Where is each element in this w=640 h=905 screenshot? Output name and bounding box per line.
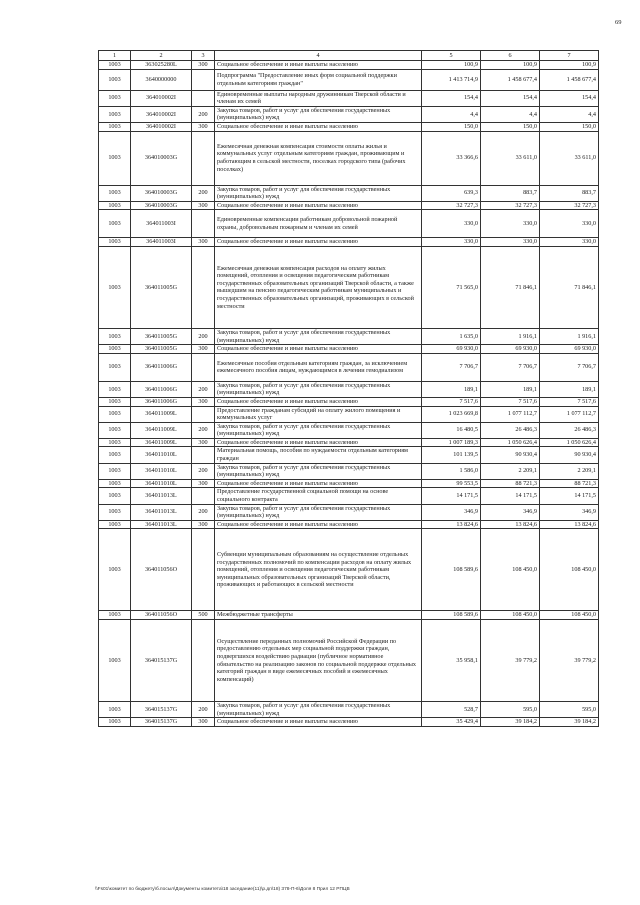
row-target-code: 364011010L bbox=[131, 479, 192, 488]
row-name: Ежемесячная денежная компенсация стоимости оплаты жилья и коммунальных услуг отдельным категориям граждан, проживающим и работающим в сельской местности, поселках городского типа (рабочих поселках) bbox=[215, 131, 422, 185]
row-value-col7: 595,0 bbox=[540, 702, 599, 718]
row-value-col6: 2 209,1 bbox=[481, 463, 540, 479]
row-value-col6: 189,1 bbox=[481, 381, 540, 397]
row-expense-kind: 200 bbox=[192, 463, 215, 479]
row-value-col6: 26 486,3 bbox=[481, 422, 540, 438]
row-value-col6: 71 846,1 bbox=[481, 246, 540, 328]
table-row bbox=[99, 328, 599, 344]
row-value-col5: 330,0 bbox=[422, 238, 481, 247]
row-expense-kind: 300 bbox=[192, 718, 215, 727]
row-section: 1003 bbox=[99, 529, 131, 611]
table-row bbox=[99, 438, 599, 447]
row-value-col5: 108 589,6 bbox=[422, 529, 481, 611]
row-value-col7: 108 450,0 bbox=[540, 529, 599, 611]
row-value-col7: 69 930,0 bbox=[540, 345, 599, 354]
row-section: 1003 bbox=[99, 106, 131, 122]
row-target-code: 364015137G bbox=[131, 718, 192, 727]
row-value-col7: 189,1 bbox=[540, 381, 599, 397]
table-row bbox=[99, 406, 599, 422]
row-section: 1003 bbox=[99, 90, 131, 106]
row-value-col7: 90 930,4 bbox=[540, 447, 599, 463]
table-row bbox=[99, 201, 599, 210]
row-value-col6: 330,0 bbox=[481, 210, 540, 238]
row-expense-kind bbox=[192, 488, 215, 504]
row-name: Ежемесячные пособия отдельным категориям граждан, за исключением ежемесячного пособия лицам, нуждающимся в лечении гемодиализом bbox=[215, 353, 422, 381]
row-target-code: 364010002I bbox=[131, 90, 192, 106]
row-value-col5: 35 429,4 bbox=[422, 718, 481, 727]
row-name: Закупка товаров, работ и услуг для обеспечения государственных (муниципальных) нужд bbox=[215, 185, 422, 201]
row-section: 1003 bbox=[99, 463, 131, 479]
row-value-col5: 1 635,0 bbox=[422, 328, 481, 344]
col-header-7: 7 bbox=[540, 51, 599, 61]
table-row bbox=[99, 238, 599, 247]
row-section: 1003 bbox=[99, 397, 131, 406]
row-name: Социальное обеспечение и иные выплаты населению bbox=[215, 718, 422, 727]
row-expense-kind: 300 bbox=[192, 438, 215, 447]
row-value-col5: 346,9 bbox=[422, 504, 481, 520]
row-target-code: 364011006G bbox=[131, 397, 192, 406]
row-value-col6: 7 706,7 bbox=[481, 353, 540, 381]
row-value-col7: 71 846,1 bbox=[540, 246, 599, 328]
row-expense-kind: 300 bbox=[192, 61, 215, 70]
row-name: Социальное обеспечение и иные выплаты населению bbox=[215, 238, 422, 247]
row-value-col5: 71 565,0 bbox=[422, 246, 481, 328]
col-header-4: 4 bbox=[215, 51, 422, 61]
row-expense-kind bbox=[192, 447, 215, 463]
row-value-col7: 1 050 626,4 bbox=[540, 438, 599, 447]
row-target-code: 364011006G bbox=[131, 353, 192, 381]
row-value-col5: 14 171,5 bbox=[422, 488, 481, 504]
row-section: 1003 bbox=[99, 620, 131, 702]
row-section: 1003 bbox=[99, 406, 131, 422]
row-name: Закупка товаров, работ и услуг для обеспечения государственных (муниципальных) нужд bbox=[215, 702, 422, 718]
row-value-col7: 26 486,3 bbox=[540, 422, 599, 438]
row-value-col6: 108 450,0 bbox=[481, 611, 540, 620]
row-expense-kind: 300 bbox=[192, 201, 215, 210]
row-expense-kind: 200 bbox=[192, 106, 215, 122]
table-row bbox=[99, 210, 599, 238]
row-expense-kind bbox=[192, 90, 215, 106]
row-value-col5: 154,4 bbox=[422, 90, 481, 106]
row-value-col7: 39 779,2 bbox=[540, 620, 599, 702]
row-target-code: 363025280L bbox=[131, 61, 192, 70]
row-value-col6: 100,9 bbox=[481, 61, 540, 70]
row-value-col7: 100,9 bbox=[540, 61, 599, 70]
table-row bbox=[99, 520, 599, 529]
table-row bbox=[99, 702, 599, 718]
row-value-col5: 69 930,0 bbox=[422, 345, 481, 354]
row-value-col6: 14 171,5 bbox=[481, 488, 540, 504]
row-value-col6: 88 721,3 bbox=[481, 479, 540, 488]
row-name: Социальное обеспечение и иные выплаты населению bbox=[215, 520, 422, 529]
row-expense-kind: 500 bbox=[192, 611, 215, 620]
row-value-col6: 90 930,4 bbox=[481, 447, 540, 463]
row-value-col6: 1 458 677,4 bbox=[481, 69, 540, 90]
row-section: 1003 bbox=[99, 328, 131, 344]
row-target-code: 364010003G bbox=[131, 131, 192, 185]
row-name: Социальное обеспечение и иные выплаты населению bbox=[215, 479, 422, 488]
row-value-col5: 528,7 bbox=[422, 702, 481, 718]
table-row bbox=[99, 69, 599, 90]
row-target-code: 364011009L bbox=[131, 438, 192, 447]
row-value-col7: 330,0 bbox=[540, 210, 599, 238]
row-section: 1003 bbox=[99, 210, 131, 238]
row-value-col5: 7 517,6 bbox=[422, 397, 481, 406]
row-value-col7: 32 727,3 bbox=[540, 201, 599, 210]
row-section: 1003 bbox=[99, 422, 131, 438]
row-name: Закупка товаров, работ и услуг для обеспечения государственных (муниципальных) нужд bbox=[215, 422, 422, 438]
row-value-col6: 7 517,6 bbox=[481, 397, 540, 406]
row-name: Закупка товаров, работ и услуг для обеспечения государственных (муниципальных) нужд bbox=[215, 463, 422, 479]
row-value-col6: 69 930,0 bbox=[481, 345, 540, 354]
row-value-col7: 33 611,0 bbox=[540, 131, 599, 185]
row-expense-kind: 200 bbox=[192, 185, 215, 201]
row-name: Закупка товаров, работ и услуг для обеспечения государственных (муниципальных) нужд bbox=[215, 328, 422, 344]
row-name: Социальное обеспечение и иные выплаты населению bbox=[215, 201, 422, 210]
row-expense-kind: 200 bbox=[192, 504, 215, 520]
row-value-col7: 14 171,5 bbox=[540, 488, 599, 504]
row-name: Единовременные выплаты народным дружинникам Тверской области и членам их семей bbox=[215, 90, 422, 106]
row-value-col6: 1 916,1 bbox=[481, 328, 540, 344]
row-expense-kind bbox=[192, 529, 215, 611]
table-row bbox=[99, 61, 599, 70]
row-name: Социальное обеспечение и иные выплаты населению bbox=[215, 397, 422, 406]
table-row bbox=[99, 122, 599, 131]
row-value-col5: 639,3 bbox=[422, 185, 481, 201]
row-expense-kind: 300 bbox=[192, 397, 215, 406]
row-value-col5: 101 139,5 bbox=[422, 447, 481, 463]
row-value-col6: 108 450,0 bbox=[481, 529, 540, 611]
row-value-col5: 189,1 bbox=[422, 381, 481, 397]
row-section: 1003 bbox=[99, 611, 131, 620]
table-row bbox=[99, 463, 599, 479]
row-section: 1003 bbox=[99, 488, 131, 504]
row-name: Предоставление государственной социальной помощи на основе социального контракта bbox=[215, 488, 422, 504]
row-value-col5: 33 366,6 bbox=[422, 131, 481, 185]
header-row bbox=[99, 51, 599, 61]
row-value-col5: 100,9 bbox=[422, 61, 481, 70]
row-section: 1003 bbox=[99, 479, 131, 488]
row-value-col7: 1 916,1 bbox=[540, 328, 599, 344]
table-row bbox=[99, 381, 599, 397]
row-target-code: 364010002I bbox=[131, 122, 192, 131]
row-value-col7: 883,7 bbox=[540, 185, 599, 201]
row-target-code: 364010002I bbox=[131, 106, 192, 122]
row-value-col7: 154,4 bbox=[540, 90, 599, 106]
row-value-col7: 108 450,0 bbox=[540, 611, 599, 620]
table-row bbox=[99, 246, 599, 328]
row-value-col5: 35 958,1 bbox=[422, 620, 481, 702]
row-expense-kind: 300 bbox=[192, 520, 215, 529]
row-name: Подпрограмма "Предоставление иных форм социальной поддержки отдельным категориям граждан" bbox=[215, 69, 422, 90]
row-expense-kind bbox=[192, 69, 215, 90]
row-target-code: 364010003G bbox=[131, 201, 192, 210]
row-section: 1003 bbox=[99, 69, 131, 90]
row-value-col5: 1 007 189,3 bbox=[422, 438, 481, 447]
row-target-code: 364011056O bbox=[131, 529, 192, 611]
row-value-col7: 88 721,3 bbox=[540, 479, 599, 488]
row-value-col6: 346,9 bbox=[481, 504, 540, 520]
row-section: 1003 bbox=[99, 438, 131, 447]
row-name: Материальная помощь, пособия по нуждаемости отдельным категориям граждан bbox=[215, 447, 422, 463]
table-row bbox=[99, 90, 599, 106]
row-value-col6: 150,0 bbox=[481, 122, 540, 131]
row-name: Единовременные компенсации работникам добровольной пожарной охраны, добровольным пожарным и членам их семей bbox=[215, 210, 422, 238]
table-row bbox=[99, 611, 599, 620]
row-value-col5: 16 480,5 bbox=[422, 422, 481, 438]
row-target-code: 364011056O bbox=[131, 611, 192, 620]
row-name: Социальное обеспечение и иные выплаты населению bbox=[215, 345, 422, 354]
row-name: Субвенции муниципальным образованиям на осуществление отдельных государственных полномочий по компенсации расходов на оплату жилых помещений, отопления и освещения педагогическим работникам муниципальных образовательных организаций Тверской области, проживающих и работающих в сельской местности bbox=[215, 529, 422, 611]
row-value-col5: 13 824,6 bbox=[422, 520, 481, 529]
page-number: 69 bbox=[615, 19, 622, 26]
row-value-col6: 32 727,3 bbox=[481, 201, 540, 210]
row-target-code: 364011003I bbox=[131, 210, 192, 238]
row-value-col7: 330,0 bbox=[540, 238, 599, 247]
row-value-col6: 330,0 bbox=[481, 238, 540, 247]
row-value-col5: 1 413 714,9 bbox=[422, 69, 481, 90]
row-target-code: 364010003G bbox=[131, 185, 192, 201]
row-name: Социальное обеспечение и иные выплаты населению bbox=[215, 61, 422, 70]
row-expense-kind: 300 bbox=[192, 122, 215, 131]
row-value-col5: 32 727,3 bbox=[422, 201, 481, 210]
file-path-footer: \\Fs01\комитет по бюджету\б.посыл\Документы комитета\18 заседание(11)\р.дп\18) 378-П-6\Доля 8 Прил 12 РПЦВ bbox=[95, 887, 350, 892]
row-value-col7: 1 458 677,4 bbox=[540, 69, 599, 90]
row-target-code: 364011005G bbox=[131, 246, 192, 328]
row-value-col6: 39 779,2 bbox=[481, 620, 540, 702]
row-section: 1003 bbox=[99, 246, 131, 328]
row-section: 1003 bbox=[99, 122, 131, 131]
row-section: 1003 bbox=[99, 381, 131, 397]
row-expense-kind: 200 bbox=[192, 702, 215, 718]
row-expense-kind bbox=[192, 131, 215, 185]
row-section: 1003 bbox=[99, 201, 131, 210]
row-name: Закупка товаров, работ и услуг для обеспечения государственных (муниципальных) нужд bbox=[215, 381, 422, 397]
table-row bbox=[99, 504, 599, 520]
table-row bbox=[99, 185, 599, 201]
row-target-code: 364011013L bbox=[131, 520, 192, 529]
row-target-code: 364011010L bbox=[131, 463, 192, 479]
table-row bbox=[99, 488, 599, 504]
row-expense-kind: 200 bbox=[192, 381, 215, 397]
row-target-code: 3640000000 bbox=[131, 69, 192, 90]
row-target-code: 364011009L bbox=[131, 406, 192, 422]
row-section: 1003 bbox=[99, 61, 131, 70]
row-expense-kind: 200 bbox=[192, 328, 215, 344]
row-expense-kind bbox=[192, 406, 215, 422]
row-expense-kind: 200 bbox=[192, 422, 215, 438]
row-value-col6: 39 184,2 bbox=[481, 718, 540, 727]
row-value-col6: 154,4 bbox=[481, 90, 540, 106]
row-value-col5: 4,4 bbox=[422, 106, 481, 122]
row-section: 1003 bbox=[99, 447, 131, 463]
row-value-col6: 595,0 bbox=[481, 702, 540, 718]
row-section: 1003 bbox=[99, 504, 131, 520]
row-name: Предоставление гражданам субсидий на оплату жилого помещения и коммунальных услуг bbox=[215, 406, 422, 422]
table-row bbox=[99, 620, 599, 702]
row-name: Ежемесячная денежная компенсация расходов на оплату жилых помещений, отопления и освещения педагогическим работникам государственных образовательных организаций Тверской области, а также вышедшим на пенсию педагогическим работникам муниципальных и государственных образовательных организаций, проживающих в сельской местности bbox=[215, 246, 422, 328]
row-value-col7: 1 077 112,7 bbox=[540, 406, 599, 422]
row-target-code: 364011005G bbox=[131, 328, 192, 344]
row-value-col6: 1 077 112,7 bbox=[481, 406, 540, 422]
row-expense-kind bbox=[192, 353, 215, 381]
row-value-col7: 150,0 bbox=[540, 122, 599, 131]
table-row bbox=[99, 131, 599, 185]
row-target-code: 364011009L bbox=[131, 422, 192, 438]
row-value-col7: 4,4 bbox=[540, 106, 599, 122]
row-section: 1003 bbox=[99, 345, 131, 354]
row-expense-kind: 300 bbox=[192, 479, 215, 488]
row-value-col6: 13 824,6 bbox=[481, 520, 540, 529]
row-name: Социальное обеспечение и иные выплаты населению bbox=[215, 122, 422, 131]
row-expense-kind bbox=[192, 246, 215, 328]
row-target-code: 364011006G bbox=[131, 381, 192, 397]
row-target-code: 364011005G bbox=[131, 345, 192, 354]
row-value-col6: 883,7 bbox=[481, 185, 540, 201]
col-header-3: 3 bbox=[192, 51, 215, 61]
row-value-col6: 4,4 bbox=[481, 106, 540, 122]
table-row bbox=[99, 397, 599, 406]
col-header-6: 6 bbox=[481, 51, 540, 61]
row-section: 1003 bbox=[99, 185, 131, 201]
row-name: Осуществление переданных полномочий Российской Федерации по предоставлению отдельных мер социальной поддержки граждан, подвергшихся воздействию радиации (публичное нормативное обязательство на реализацию законов по социальной поддержке отдельных категорий граждан в виде ежемесячных пособий и ежемесячных компенсаций) bbox=[215, 620, 422, 702]
table-row bbox=[99, 479, 599, 488]
table-row bbox=[99, 447, 599, 463]
row-target-code: 364015137G bbox=[131, 702, 192, 718]
row-value-col5: 99 553,5 bbox=[422, 479, 481, 488]
table-row bbox=[99, 353, 599, 381]
table-row bbox=[99, 106, 599, 122]
row-section: 1003 bbox=[99, 238, 131, 247]
row-target-code: 364011003I bbox=[131, 238, 192, 247]
row-expense-kind bbox=[192, 620, 215, 702]
table-row bbox=[99, 345, 599, 354]
row-value-col7: 2 209,1 bbox=[540, 463, 599, 479]
row-value-col5: 1 023 669,8 bbox=[422, 406, 481, 422]
row-value-col5: 7 706,7 bbox=[422, 353, 481, 381]
row-target-code: 364015137G bbox=[131, 620, 192, 702]
row-value-col7: 7 517,6 bbox=[540, 397, 599, 406]
row-section: 1003 bbox=[99, 520, 131, 529]
row-name: Межбюджетные трансферты bbox=[215, 611, 422, 620]
row-expense-kind: 300 bbox=[192, 345, 215, 354]
row-value-col5: 150,0 bbox=[422, 122, 481, 131]
table-row bbox=[99, 422, 599, 438]
row-value-col7: 39 184,2 bbox=[540, 718, 599, 727]
col-header-1: 1 bbox=[99, 51, 131, 61]
row-section: 1003 bbox=[99, 131, 131, 185]
row-target-code: 364011013L bbox=[131, 488, 192, 504]
row-target-code: 364011010L bbox=[131, 447, 192, 463]
table-row bbox=[99, 529, 599, 611]
table-row bbox=[99, 718, 599, 727]
row-value-col5: 330,0 bbox=[422, 210, 481, 238]
row-expense-kind bbox=[192, 210, 215, 238]
row-name: Закупка товаров, работ и услуг для обеспечения государственных (муниципальных) нужд bbox=[215, 106, 422, 122]
row-value-col6: 1 050 626,4 bbox=[481, 438, 540, 447]
row-value-col7: 13 824,6 bbox=[540, 520, 599, 529]
row-section: 1003 bbox=[99, 718, 131, 727]
row-value-col6: 33 611,0 bbox=[481, 131, 540, 185]
row-value-col7: 346,9 bbox=[540, 504, 599, 520]
col-header-5: 5 bbox=[422, 51, 481, 61]
row-section: 1003 bbox=[99, 353, 131, 381]
row-value-col5: 1 586,0 bbox=[422, 463, 481, 479]
col-header-2: 2 bbox=[131, 51, 192, 61]
row-section: 1003 bbox=[99, 702, 131, 718]
row-target-code: 364011013L bbox=[131, 504, 192, 520]
budget-table bbox=[98, 50, 599, 727]
row-name: Социальное обеспечение и иные выплаты населению bbox=[215, 438, 422, 447]
row-value-col7: 7 706,7 bbox=[540, 353, 599, 381]
row-name: Закупка товаров, работ и услуг для обеспечения государственных (муниципальных) нужд bbox=[215, 504, 422, 520]
row-expense-kind: 300 bbox=[192, 238, 215, 247]
row-value-col5: 108 589,6 bbox=[422, 611, 481, 620]
